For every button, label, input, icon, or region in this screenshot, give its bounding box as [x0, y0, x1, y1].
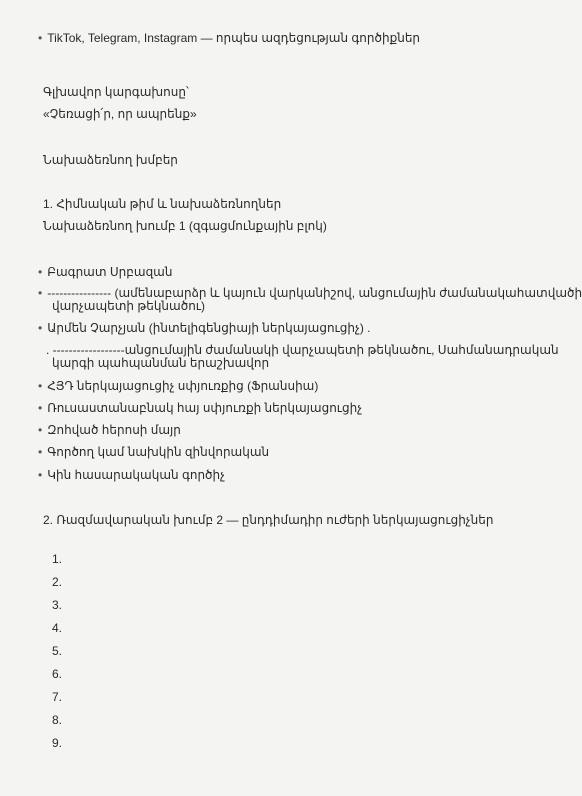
- list-item-continuation: վարչապետի թեկնածու): [52, 299, 206, 313]
- numbered-line: 2.: [52, 575, 63, 589]
- numbered-line: 4.: [52, 621, 63, 635]
- list-item-text: Զոհված հերոսի մայր: [47, 423, 181, 437]
- numbered-line: 3.: [52, 598, 63, 612]
- list-item-text: Կին հասարակական գործիչ: [47, 468, 225, 482]
- slogan-label: Գլխավոր կարգախոսը՝: [43, 85, 189, 99]
- list-item: [38, 468, 225, 482]
- numbered-line: 6.: [52, 667, 63, 681]
- top-bullet-item: [38, 31, 420, 45]
- slogan-text: «Չեռացի՛ր, որ ապրենք»: [43, 107, 197, 121]
- list-item: [38, 423, 181, 437]
- list-item-text: Ռուսաստանաբնակ հայ սփյուռքի ներկայացուցիչ: [47, 401, 363, 415]
- list-item: [38, 379, 318, 393]
- numbered-line: 8.: [52, 713, 63, 727]
- list-item: [38, 265, 172, 279]
- groups-heading: Նախաձեռնող խմբեր: [43, 153, 178, 167]
- list-item-text: Արմեն Չարչյան (ինտելիգենցիայի ներկայացուցիչ) .: [47, 321, 371, 335]
- list-item-continuation: կարգի պահպանման երաշխավոր: [52, 356, 270, 370]
- numbered-line: 1.: [52, 552, 63, 566]
- list-item-text: ---------------- (ամենաբարձր և կայուն վարկանիշով, անցումային ժամանակահատվածի: [47, 286, 582, 300]
- list-item-text: ՀՅԴ ներկայացուցիչ սփյուռքից (Ֆրանսիա): [47, 379, 319, 393]
- section1-subtitle: Նախաձեռնող խումբ 1 (զգացմունքային բլոկ): [43, 219, 327, 233]
- list-item-dotted: . ------------------անցումային ժամանակի վարչապետի թեկնածու, Սահմանադրական: [46, 343, 559, 357]
- list-item-text: Բագրատ Սրբազան: [47, 265, 173, 279]
- list-item: [38, 321, 371, 335]
- section2-title: 2. Ռազմավարական խումբ 2 — ընդդիմադիր ուժերի ներկայացուցիչներ: [43, 513, 494, 527]
- list-item: [38, 445, 269, 459]
- section1-title: 1. Հիմնական թիմ և նախաձեռնողներ: [43, 197, 282, 211]
- list-item: [38, 286, 582, 300]
- list-item: [38, 401, 362, 415]
- list-item-text: Գործող կամ նախկին զինվորական: [47, 445, 270, 459]
- numbered-line: 5.: [52, 644, 63, 658]
- numbered-line: 9.: [52, 736, 63, 750]
- numbered-line: 7.: [52, 690, 63, 704]
- top-bullet-text: TikTok, Telegram, Instagram — որպես ազդեցության գործիքներ: [47, 31, 421, 45]
